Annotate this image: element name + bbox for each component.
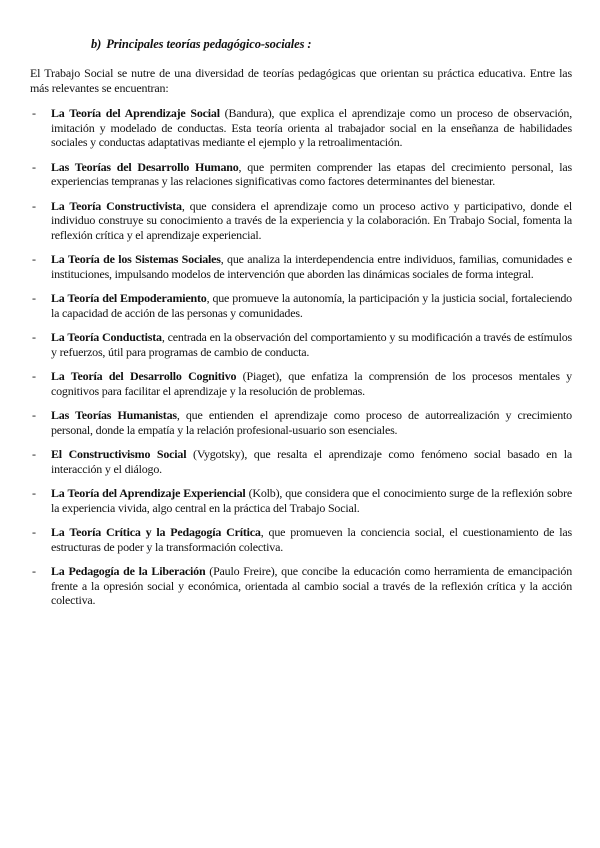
theory-description: , que promueve la autonomía, la participación y la justicia social, fortaleciendo la capacidad de acción de las personas y comunidades. — [51, 291, 572, 320]
bullet-dash: - — [32, 198, 36, 213]
list-item — [30, 106, 572, 150]
bullet-dash: - — [32, 159, 36, 174]
theory-description: , que considera el aprendizaje como un proceso activo y participativo, donde el individuo construye su conocimiento a través de la experiencia y la colaboración. En Trabajo Social, fomenta la reflexión crítica y el aprendizaje experiencial. — [51, 198, 573, 242]
bullet-dash: - — [32, 564, 36, 578]
theory-term: La Teoría de los Sistemas Sociales — [51, 252, 221, 266]
list-item — [30, 199, 572, 243]
section-marker: b) — [91, 37, 102, 51]
list-item — [30, 330, 572, 359]
bullet-dash: - — [32, 486, 36, 500]
theory-description: (Bandura), que explica el aprendizaje como un proceso de observación, imitación y modelado de conductas. Esta teoría orienta al trabajador social en la enseñanza de habilidades sociales y conductas adaptativas mediante el ejemplo y la retroalimentación. — [51, 106, 572, 149]
bullet-dash: - — [32, 369, 36, 383]
theory-description: (Kolb), que considera que el conocimiento surge de la reflexión sobre la experiencia vivida, algo central en la práctica del Trabajo Social. — [51, 486, 572, 515]
list-item — [30, 291, 572, 320]
theory-term: La Teoría Conductista — [51, 330, 162, 344]
bullet-dash: - — [32, 291, 36, 305]
list-item — [30, 447, 572, 476]
list-item — [30, 160, 572, 189]
theory-description: , que promueven la conciencia social, el cuestionamiento de las estructuras de poder y la transformación colectiva. — [51, 525, 572, 554]
theory-term: La Teoría del Desarrollo Cognitivo — [51, 369, 237, 383]
list-item — [30, 564, 572, 608]
theory-description: (Paulo Freire), que concibe la educación como herramienta de emancipación frente a la opresión social y económica, orientada al cambio social a través de la reflexión crítica y la acción colectiva. — [51, 564, 572, 607]
bullet-dash: - — [32, 330, 36, 344]
theory-term: La Teoría del Aprendizaje Social — [51, 106, 220, 120]
theory-term: La Teoría del Empoderamiento — [51, 291, 207, 305]
bullet-dash: - — [32, 447, 36, 461]
list-item — [30, 369, 572, 398]
list-item — [30, 525, 572, 554]
theory-description: (Piaget), que enfatiza la comprensión de los procesos mentales y cognitivos para facilitar el aprendizaje y la resolución de problemas. — [51, 369, 572, 398]
theory-description: , que permiten comprender las etapas del crecimiento personal, las experiencias tempranas y las relaciones significativas como factores determinantes del bienestar. — [51, 159, 572, 188]
theory-term: Las Teorías Humanistas — [51, 408, 177, 422]
theory-term: La Teoría del Aprendizaje Experiencial — [51, 486, 246, 500]
bullet-dash: - — [32, 252, 36, 266]
theory-term: El Constructivismo Social — [51, 447, 187, 461]
theory-term: La Teoría Constructivista — [51, 198, 182, 213]
theory-description: , que analiza la interdependencia entre individuos, familias, comunidades e instituciones, impulsando modelos de intervención que aborden las dinámicas sociales de forma integral. — [51, 252, 572, 281]
bullet-dash: - — [32, 106, 36, 120]
bullet-dash: - — [32, 408, 36, 422]
section-heading — [91, 37, 311, 52]
theory-description: , que entienden el aprendizaje como proceso de autorrealización y crecimiento personal, donde la empatía y la relación profesional-usuario son esenciales. — [51, 408, 572, 437]
intro-paragraph: El Trabajo Social se nutre de una diversidad de teorías pedagógicas que orientan su práctica educativa. Entre las más relevantes se encuentran: — [30, 66, 572, 95]
list-item — [30, 408, 572, 437]
theory-term: La Pedagogía de la Liberación — [51, 564, 206, 578]
list-item — [30, 252, 572, 281]
section-heading-text: Principales teorías pedagógico-sociales : — [106, 37, 312, 51]
theory-description: , centrada en la observación del comportamiento y su modificación a través de estímulos y refuerzos, útil para programas de cambio de conducta. — [51, 330, 572, 359]
theory-term: La Teoría Crítica y la Pedagogía Crítica — [51, 525, 261, 539]
theory-description: (Vygotsky), que resalta el aprendizaje como fenómeno social basado en la interacción y el diálogo. — [51, 447, 572, 476]
bullet-dash: - — [32, 525, 36, 539]
theories-list — [30, 106, 572, 618]
theory-term: Las Teorías del Desarrollo Humano — [51, 159, 239, 174]
list-item — [30, 486, 572, 515]
